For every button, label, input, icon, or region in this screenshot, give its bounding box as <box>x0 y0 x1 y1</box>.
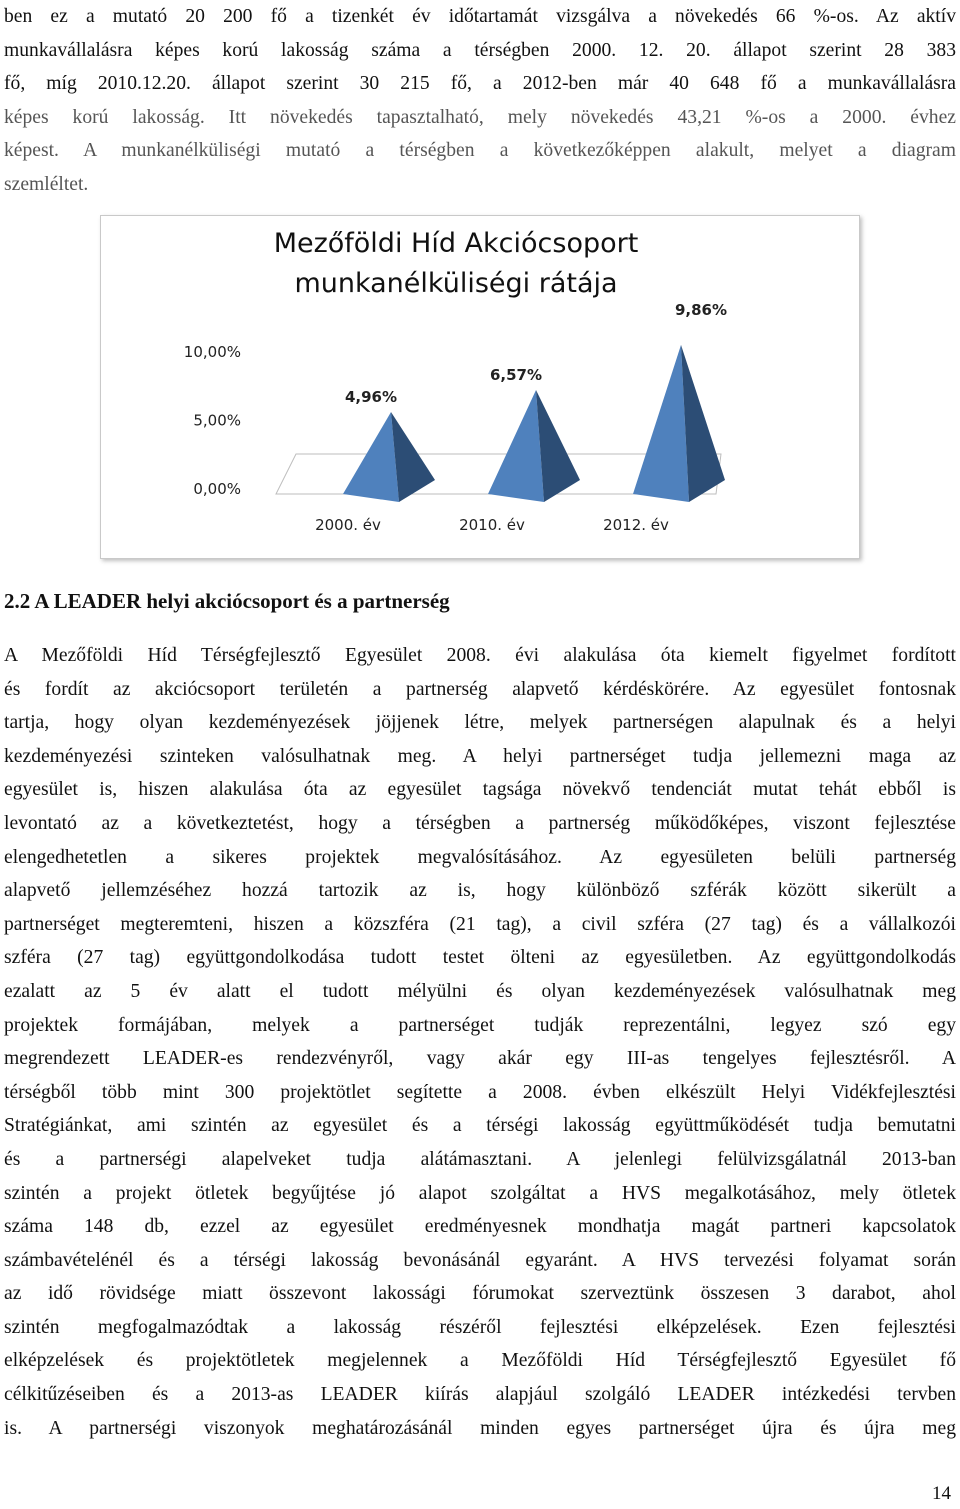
y-axis <box>184 343 241 498</box>
text-line: szemléltet. <box>4 173 89 195</box>
chart-title-line: munkanélküliségi rátája <box>294 268 618 299</box>
pyramid-front-face <box>633 345 689 502</box>
text-line: és fordít az akciócsoport területén a partnerség alapvető kérdéskörére. Az egyesület fontosnak <box>4 678 956 700</box>
y-tick-label: 10,00% <box>183 343 241 361</box>
body-paragraph <box>4 639 956 1445</box>
text-line: Stratégiánkat, ami szintén az egyesület és a térségi lakosság együttműködését tudja bemutatni <box>4 1115 956 1137</box>
pyramid-front-face <box>488 390 544 502</box>
text-line: szintén megfogalmazódtak a lakosság részéről fejlesztési elképzelések. Ezen fejlesztési <box>4 1316 956 1338</box>
intro-paragraph <box>4 0 956 202</box>
data-label: 6,57% <box>489 365 543 384</box>
data-label: 4,96% <box>344 388 398 407</box>
text-line: fő, míg 2010.12.20. állapot szerint 30 215 fő, a 2012-ben már 40 648 fő a munkavállalásra <box>4 73 956 95</box>
x-tick-label: 2010. év <box>459 516 525 534</box>
text-line: partnerséget megteremteni, hiszen a közszféra (21 tag), a civil szféra (27 tag) és a vállalkozói <box>4 913 956 935</box>
text-line: szintén a projekt ötletek begyűjtése jó alapot szolgáltat a HVS megalkotásához, mely ötletek <box>4 1182 956 1204</box>
text-line: képest. A munkanélküliségi mutató a térségben a következőképpen alakult, melyet a diagram <box>4 140 956 162</box>
text-line: elengedhetetlen a sikeres projektek megvalósításához. Az egyesületen belüli partnerség <box>4 846 956 868</box>
text-line: kezdeményezési szinteken valósulhatnak meg. A helyi partnerséget tudja jellemezni maga az <box>4 745 956 767</box>
text-line: levontató az a következtetést, hogy a térségben a partnerség működőképes, viszont fejlesztése <box>4 812 956 834</box>
y-tick-label: 5,00% <box>193 411 241 430</box>
y-tick-label: 0,00% <box>193 480 241 498</box>
text-line: munkavállalásra képes korú lakosság száma a térségben 2000. 12. 20. állapot szerint 28 383 <box>4 39 956 61</box>
section-heading: 2.2 A LEADER helyi akciócsoport és a partnerség <box>4 589 450 613</box>
text-line: ezalatt az 5 év alatt el tudott mélyülni és olyan kezdeményezések valósulhatnak meg <box>4 980 956 1002</box>
text-line: képes korú lakosság. Itt növekedés tapasztalható, mely növekedés 43,21 %-os a 2000. évhez <box>4 106 956 128</box>
text-line: megrendezett LEADER-es rendezvényről, vagy akár egy III-as tengelyes fejlesztésről. A <box>4 1048 956 1070</box>
text-line: célkitűzéseiben és a 2013-as LEADER kiírás alapjául szolgáló LEADER intézkedési tervben <box>4 1384 956 1406</box>
text-line: projektek formájában, melyek a partnerséget tudják reprezentálni, legyez szó egy <box>4 1014 956 1036</box>
unemployment-chart <box>100 215 860 559</box>
text-line: alapvető jellemzéséhez hozzá tartozik az is, hogy különböző szférák között sikerült a <box>4 880 956 902</box>
text-line: az idő rövidsége miatt összevont lakossági fórumokat szerveztünk összesen 3 darabot, ahol <box>4 1283 956 1305</box>
data-label: 9,86% <box>674 300 728 319</box>
text-line: elképzelések és projektötletek megjelennek a Mezőföldi Híd Térségfejlesztő Egyesület fő <box>4 1350 956 1372</box>
chart-title-line: Mezőföldi Híd Akciócsoport <box>273 228 639 259</box>
text-line: tartja, hogy olyan kezdeményezések jöjjenek létre, melyek partnerségen alapulnak és a helyi <box>4 712 956 734</box>
x-tick-label: 2012. év <box>603 516 669 534</box>
chart-title <box>274 228 639 299</box>
text-line: térségből több mint 300 projektötlet segítette a 2008. évben elkészült Helyi Vidékfejlesztési <box>4 1081 956 1103</box>
text-line: A Mezőföldi Híd Térségfejlesztő Egyesület 2008. évi alakulása óta kiemelt figyelmet fordított <box>4 645 956 666</box>
text-line: szféra (27 tag) együttgondolkodása tudott testet ölteni az egyesületben. Az együttgondolkodás <box>4 947 956 969</box>
text-line: is. A partnerségi viszonyok meghatározásánál minden egyes partnerséget újra és újra meg <box>4 1417 956 1439</box>
text-line: számbavételénél és a térségi lakosság bevonásánál egyaránt. A HVS tervezési folyamat során <box>4 1249 956 1271</box>
x-tick-label: 2000. év <box>315 516 381 534</box>
text-line: és a partnerségi alapelveket tudja alátámasztani. A jelenlegi felülvizsgálatnál 2013-ban <box>4 1148 956 1170</box>
chart-canvas <box>101 216 859 558</box>
page-number: 14 <box>932 1483 951 1504</box>
text-line: száma 148 db, ezzel az egyesület eredményesnek mondhatja magát partneri kapcsolatok <box>4 1216 956 1238</box>
text-line: ben ez a mutató 20 200 fő a tizenkét év időtartamát vizsgálva a növekedés 66 %-os. Az aktív <box>4 6 956 27</box>
text-line: egyesület is, hiszen alakulása óta az egyesület tagsága növekvő tendenciát mutat tehát ebből is <box>4 779 956 801</box>
